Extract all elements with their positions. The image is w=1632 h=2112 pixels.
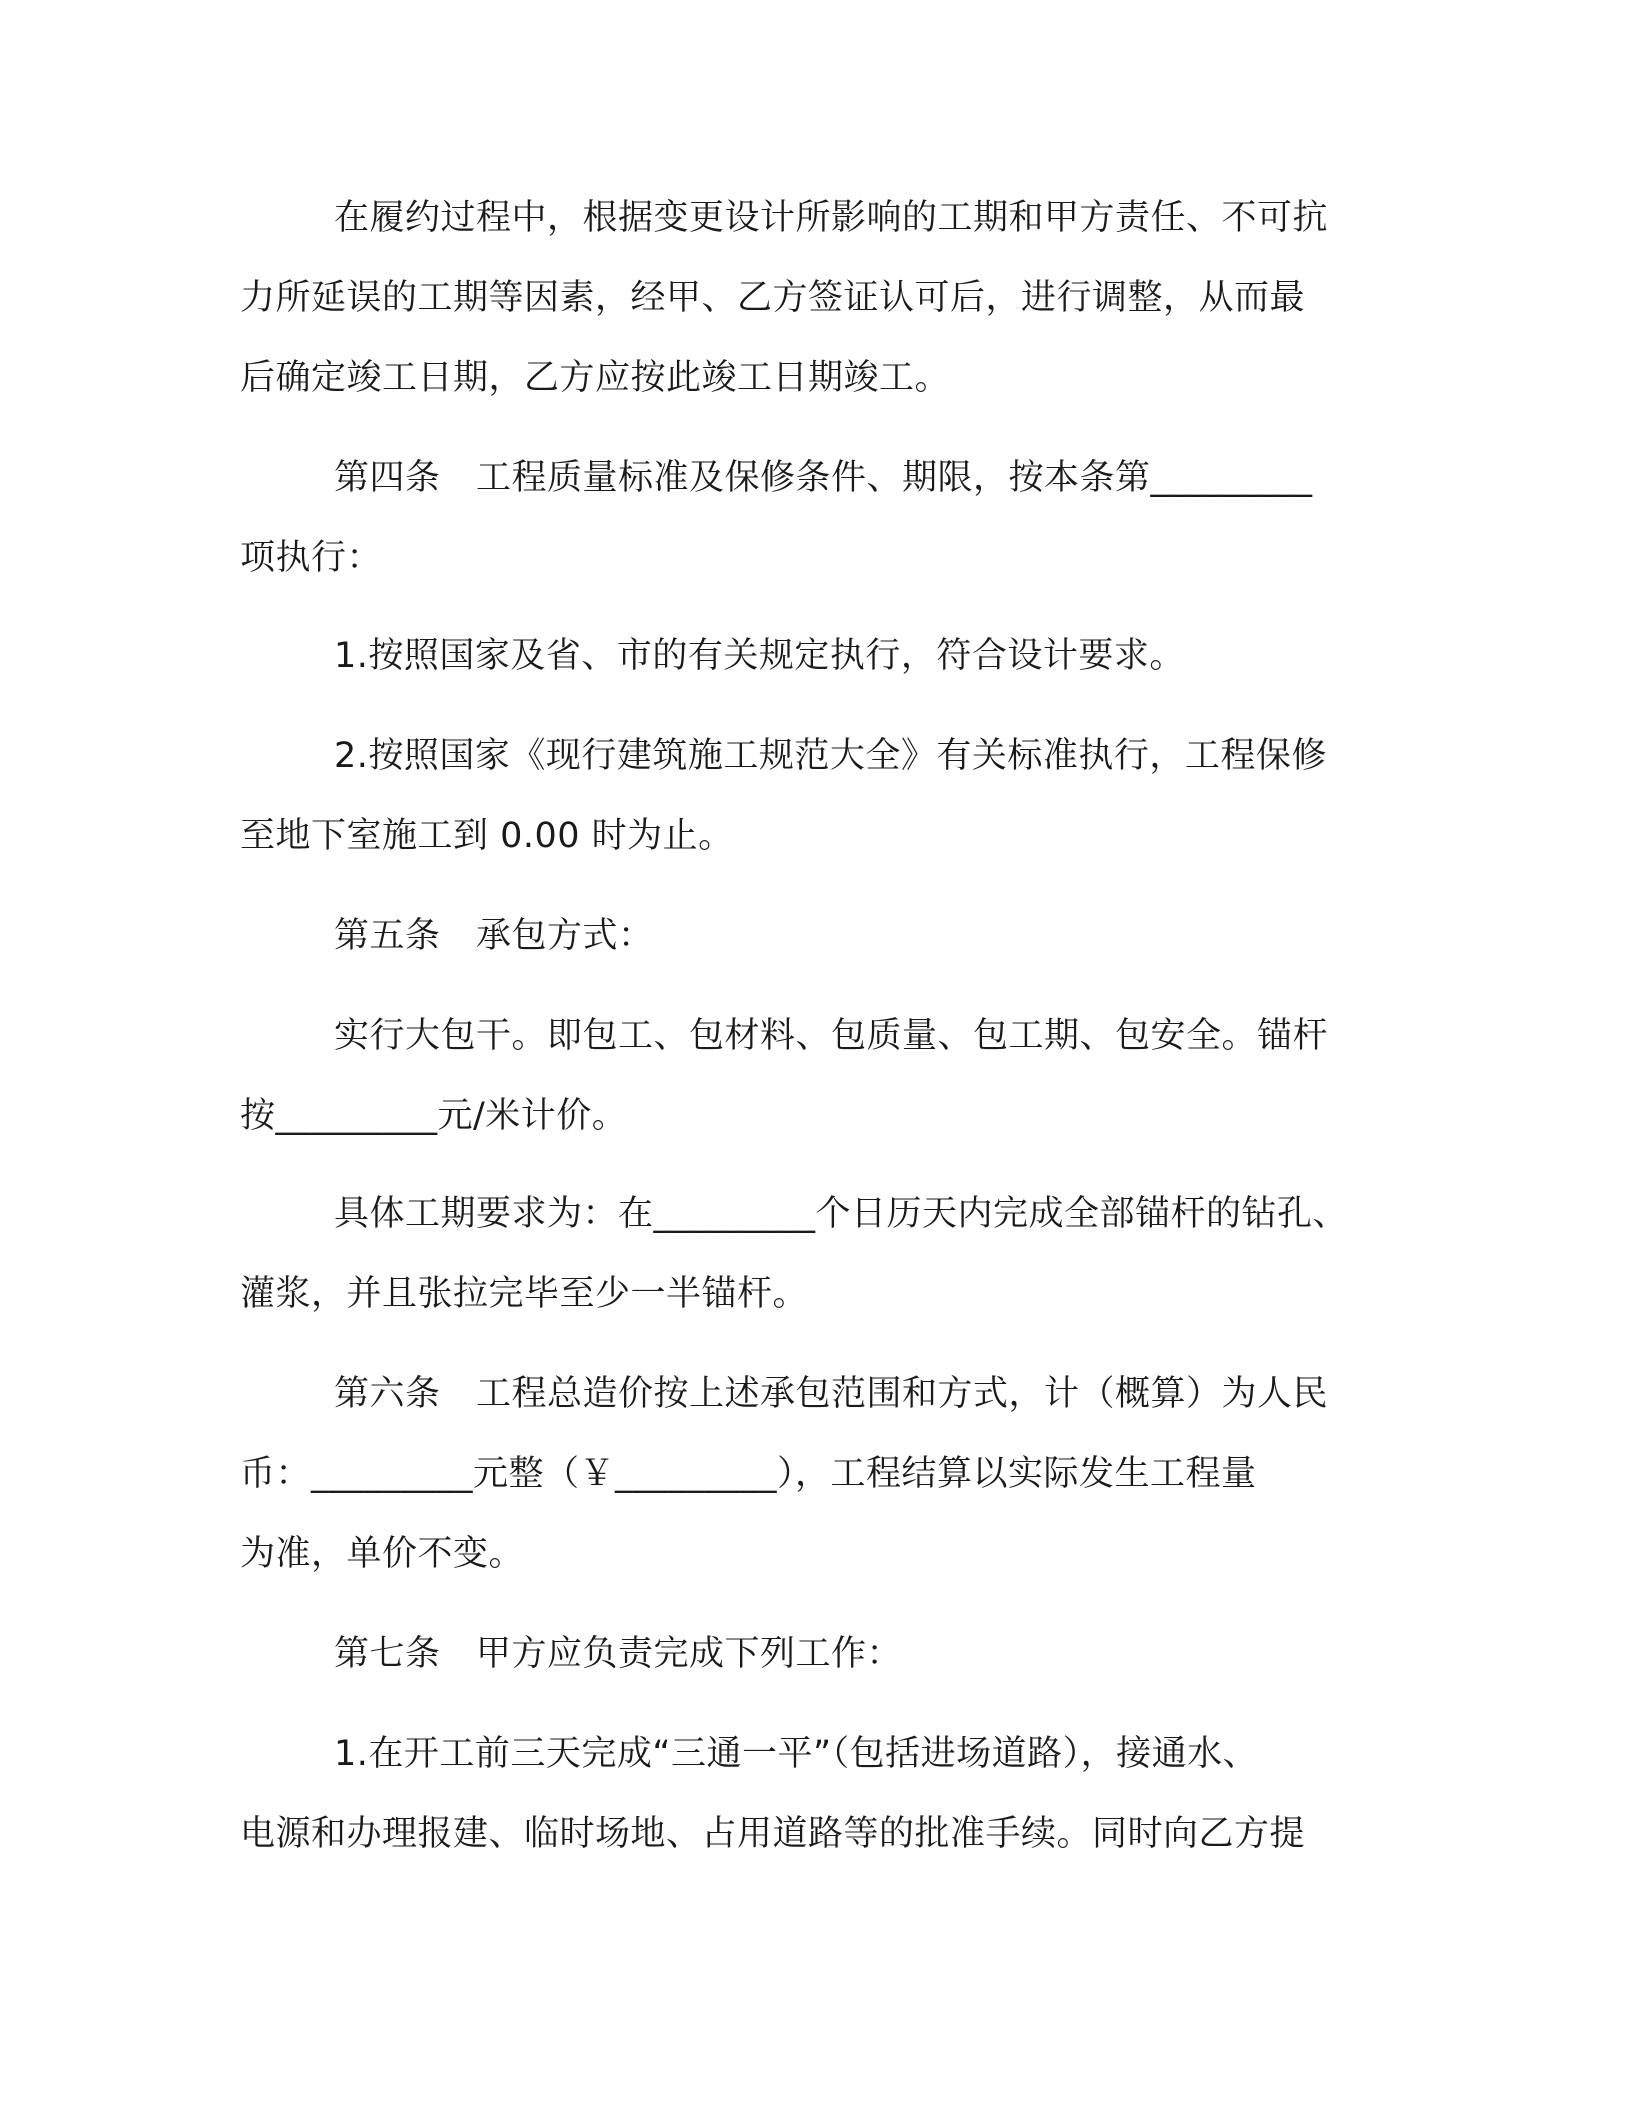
text-line: 力所延误的工期等因素，经甲、乙方签证认可后，进行调整，从而最 [240,278,1306,318]
text-line: 第七条 甲方应负责完成下列工作： [334,1634,903,1674]
text-line: 第四条 工程质量标准及保修条件、期限，按本条第_________ [334,458,1313,498]
paragraph-article-4 [240,438,1400,598]
text-line: 项执行： [240,538,383,578]
text-line: 1.按照国家及省、市的有关规定执行，符合设计要求。 [334,636,1185,676]
text-line: 币：_________元整（￥_________），工程结算以实际发生工程量 [240,1454,1257,1494]
text-line: 灌浆，并且张拉完毕至少一半锚杆。 [240,1274,809,1314]
text-line: 至地下室施工到 0.00 时为止。 [240,816,734,856]
paragraph-article-7 [240,1614,1400,1694]
paragraph-item-7-1 [240,1714,1400,1874]
text-line: 电源和办理报建、临时场地、占用道路等的批准手续。同时向乙方提 [240,1814,1306,1854]
paragraph-item-4-1 [240,616,1400,696]
paragraph-schedule-requirement [240,1174,1400,1334]
text-line: 按_________元/米计价。 [240,1096,628,1136]
text-line: 具体工期要求为：在_________个日历天内完成全部锚杆的钻孔、 [334,1194,1349,1234]
paragraph-item-4-2 [240,716,1400,876]
paragraph-article-5 [240,896,1400,976]
text-line: 后确定竣工日期，乙方应按此竣工日期竣工。 [240,358,951,398]
text-line: 第五条 承包方式： [334,916,654,956]
paragraph-schedule-adjustment [240,178,1400,418]
text-line: 实行大包干。即包工、包材料、包质量、包工期、包安全。锚杆 [334,1016,1329,1056]
text-line: 1.在开工前三天完成“三通一平”（包括进场道路），接通水、 [334,1734,1259,1774]
paragraph-article-6 [240,1354,1400,1594]
text-line: 在履约过程中，根据变更设计所影响的工期和甲方责任、不可抗 [334,198,1329,238]
text-line: 2.按照国家《现行建筑施工规范大全》有关标准执行，工程保修 [334,736,1327,776]
text-line: 第六条 工程总造价按上述承包范围和方式，计（概算）为人民 [334,1374,1329,1414]
text-line: 为准，单价不变。 [240,1534,525,1574]
paragraph-contract-method [240,996,1400,1156]
